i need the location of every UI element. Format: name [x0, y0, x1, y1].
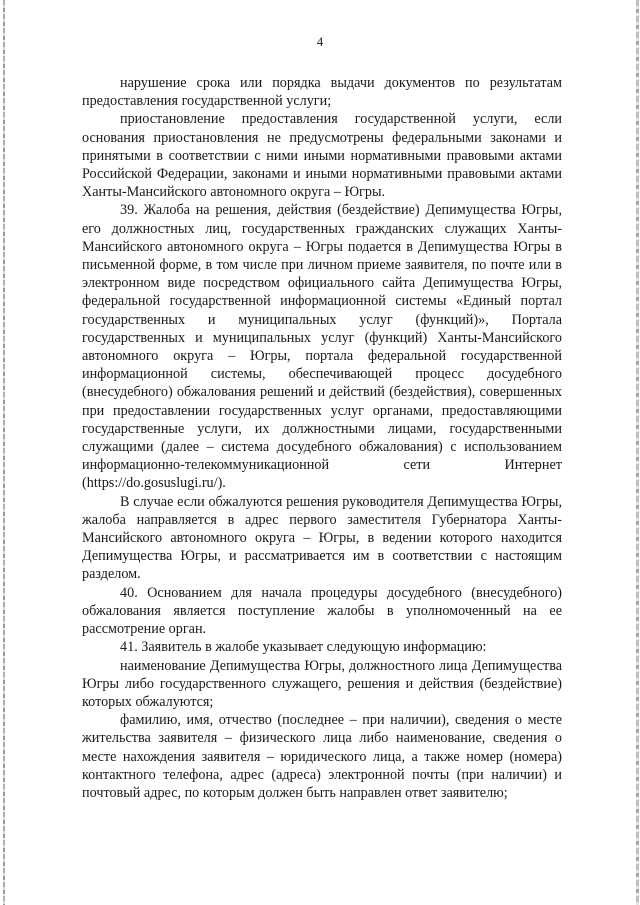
page-number: 4 [316, 34, 324, 49]
paragraph: нарушение срока или порядка выдачи документов по результатам предоставления государственной услуги; [82, 75, 562, 110]
paragraph: приостановление предоставления государственной услуги, если основания приостановления не предусмотрены федеральными законами и принятыми в соответствии с ними иными нормативными правовыми актами Российской Федерации, законами и иными нормативными правовыми актами Ханты-Мансийского автономного округа – Югры. [82, 111, 562, 201]
scan-edge-right [636, 0, 639, 905]
paragraph: фамилию, имя, отчество (последнее – при наличии), сведения о месте жительства заявителя – физического лица либо наименование, сведения о месте нахождения заявителя – юридического лица, а также номер (номера) контактного телефона, адрес (адреса) электронной почты (при наличии) и почтовый адрес, по которым должен быть направлен ответ заявителю; [82, 712, 562, 801]
scan-edge-left [3, 0, 5, 905]
paragraph-item-40: 40. Основанием для начала процедуры досудебного (внесудебного) обжалования является поступление жалобы в уполномоченный на ее рассмотрение орган. [82, 584, 562, 638]
paragraph-item-39: 39. Жалоба на решения, действия (бездействие) Депимущества Югры, его должностных лиц, государственных гражданских служащих Ханты-Мансийского автономного округа – Югры подается в Депимущества Югры в письменной форме, в том числе при личном приеме заявителя, по почте или в электронном виде посредством официального сайта Депимущества Югры, федеральной государственной информационной системы «Единый портал государственных и муниципальных услуг (функций)», Портала государственных и муниципальных услуг (функций) Ханты-Мансийского автономного округа – Югры, портала федеральной государственной информационной системы, обеспечивающей процесс досудебного (внесудебного) обжалования решений и действий (бездействия), совершенных при предоставлении государственных услуг органами, предоставляющими государственные услуги, их должностными лицами, государственными служащими (далее – система досудебного обжалования) с использованием информационно-телекоммуникационной сети Интернет (https://do.gosuslugi.ru/). [82, 202, 562, 492]
paragraph: наименование Депимущества Югры, должностного лица Депимущества Югры либо государственного служащего, решения и действия (бездействие) которых обжалуются; [82, 657, 562, 710]
document-body [82, 74, 562, 802]
paragraph-item-41: 41. Заявитель в жалобе указывает следующую информацию: [120, 639, 487, 656]
paragraph: В случае если обжалуются решения руководителя Депимущества Югры, жалоба направляется в адрес первого заместителя Губернатора Ханты-Мансийского автономного округа – Югры, в ведении которого находится Депимущества Югры, и рассматривается им в соответствии с настоящим разделом. [82, 493, 562, 583]
